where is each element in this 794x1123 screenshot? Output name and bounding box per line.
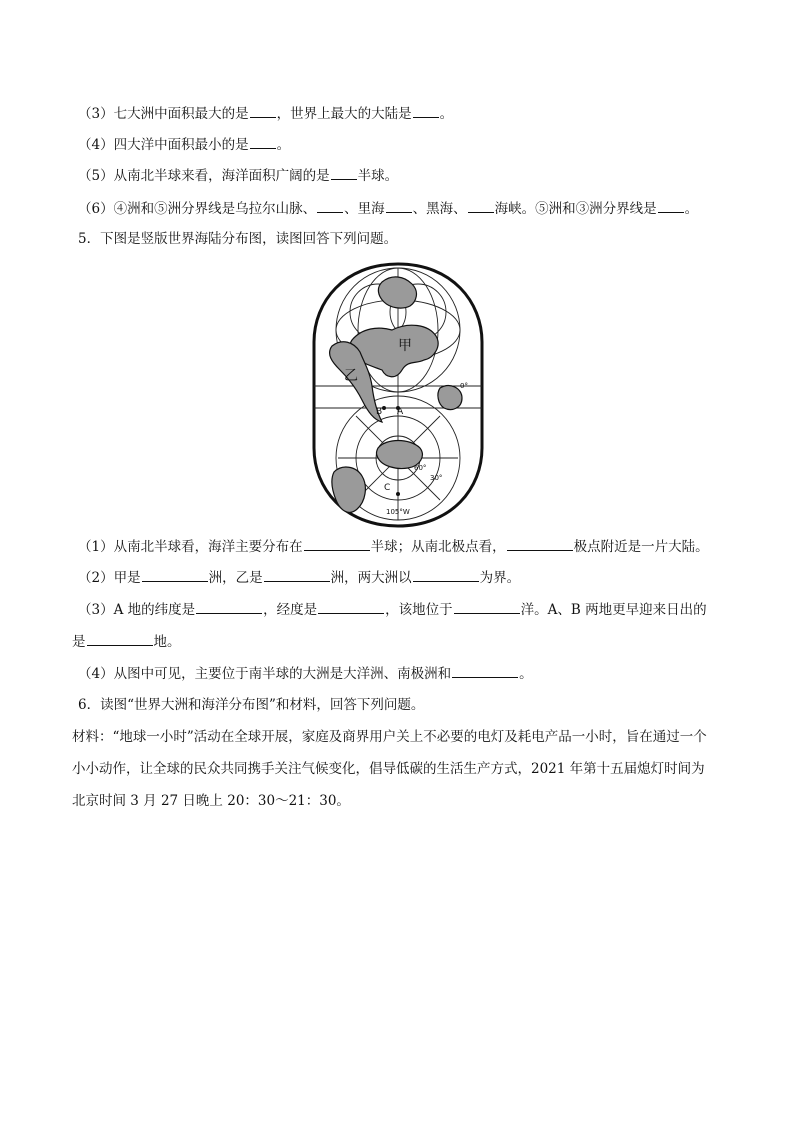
map-label-c: C	[384, 483, 391, 493]
q6-material-line-3: 北京时间 3 月 27 日晚上 20：30～21：30。	[72, 793, 350, 809]
q4-3-text-c: 。	[439, 106, 454, 122]
q5-item-3-cont	[72, 632, 181, 651]
q5-title: 5．下图是竖版世界海陆分布图，读图回答下列问题。	[78, 231, 398, 247]
answer-blank[interactable]	[264, 568, 330, 582]
q4-item-6	[78, 199, 698, 218]
map-label-yi: 乙	[344, 368, 358, 384]
q5-2-text-c: 洲，两大洲以	[330, 570, 412, 586]
q5-4-text-a: （4）从图中可见，主要位于南半球的大洲是大洋洲、南极洲和	[78, 666, 452, 682]
map-label-a: A	[397, 407, 404, 417]
q4-item-5	[78, 166, 398, 185]
q5-4-text-b: 。	[519, 666, 533, 682]
answer-blank[interactable]	[87, 632, 153, 646]
q5-1-text-c: 极点附近是一片大陆。	[573, 539, 709, 555]
map-label-0deg: 0°	[460, 382, 468, 390]
q5-3-text-b: ，经度是	[263, 602, 318, 618]
answer-blank[interactable]	[658, 199, 684, 213]
answer-blank[interactable]	[413, 568, 479, 582]
map-label-105w: 105°W	[386, 508, 410, 516]
q6-material-line-2: 小小动作，让全球的民众共同携手关注气候变化，倡导低碳的生活生产方式，2021 年第十五届熄灯时间为	[72, 761, 705, 777]
q5-3-text-d: 洋。A、B 两地更早迎来日出的	[520, 602, 707, 618]
answer-blank[interactable]	[468, 199, 494, 213]
q5-item-1	[78, 537, 709, 556]
q5-3b-text-a: 是	[72, 634, 86, 650]
map-label-b: B	[376, 407, 383, 417]
q4-item-4	[78, 135, 290, 154]
answer-blank[interactable]	[452, 664, 518, 678]
q5-3-text-a: （3）A 地的纬度是	[78, 602, 196, 618]
q4-5-text-b: 半球。	[357, 168, 399, 184]
q5-2-text-d: 为界。	[479, 570, 521, 586]
q5-item-3	[78, 600, 707, 619]
landmass-oceania	[438, 386, 462, 410]
q4-6-text-c: 、黑海、	[412, 201, 467, 217]
q4-6-text-e: 。	[684, 201, 699, 217]
answer-blank[interactable]	[250, 104, 276, 118]
q4-3-text-b: ，世界上最大的大陆是	[276, 106, 412, 122]
landmass-south-america	[332, 467, 366, 512]
answer-blank[interactable]	[413, 104, 439, 118]
map-label-30: 30°	[430, 474, 443, 482]
q6-material-line-1: 材料：“地球一小时”活动在全球开展，家庭及商界用户关上不必要的电灯及耗电产品一小时，旨在通过一个	[72, 729, 707, 745]
q5-item-2	[78, 568, 520, 587]
world-land-sea-map	[312, 262, 484, 528]
q4-6-text-d: 海峡。⑤洲和③洲分界线是	[494, 201, 657, 217]
answer-blank[interactable]	[318, 600, 384, 614]
answer-blank[interactable]	[507, 537, 573, 551]
q4-4-text-b: 。	[276, 137, 291, 153]
q5-2-text-a: （2）甲是	[78, 570, 141, 586]
q5-3-text-c: ，该地位于	[385, 602, 453, 618]
answer-blank[interactable]	[142, 568, 208, 582]
q5-item-4	[78, 664, 533, 683]
q5-1-text-a: （1）从南北半球看，海洋主要分布在	[78, 539, 303, 555]
q5-1-text-b: 半球；从南北极点看，	[370, 539, 506, 555]
answer-blank[interactable]	[386, 199, 412, 213]
q4-6-text-a: （6）④洲和⑤洲分界线是乌拉尔山脉、	[78, 201, 317, 217]
q5-2-text-b: 洲，乙是	[208, 570, 263, 586]
answer-blank[interactable]	[196, 600, 262, 614]
answer-blank[interactable]	[317, 199, 343, 213]
answer-blank[interactable]	[250, 135, 276, 149]
map-label-jia: 甲	[398, 338, 412, 354]
q4-5-text-a: （5）从南北半球来看，海洋面积广阔的是	[78, 168, 330, 184]
q4-3-text-a: （3）七大洲中面积最大的是	[78, 106, 249, 122]
q4-4-text-a: （4）四大洋中面积最小的是	[78, 137, 249, 153]
answer-blank[interactable]	[304, 537, 370, 551]
map-label-60: 60°	[414, 464, 427, 472]
q5-3b-text-b: 地。	[153, 634, 181, 650]
answer-blank[interactable]	[331, 166, 357, 180]
q4-item-3	[78, 104, 453, 123]
q6-title: 6．读图“世界大洲和海洋分布图”和材料，回答下列问题。	[78, 697, 425, 713]
answer-blank[interactable]	[454, 600, 520, 614]
q4-6-text-b: 、里海	[344, 201, 385, 217]
